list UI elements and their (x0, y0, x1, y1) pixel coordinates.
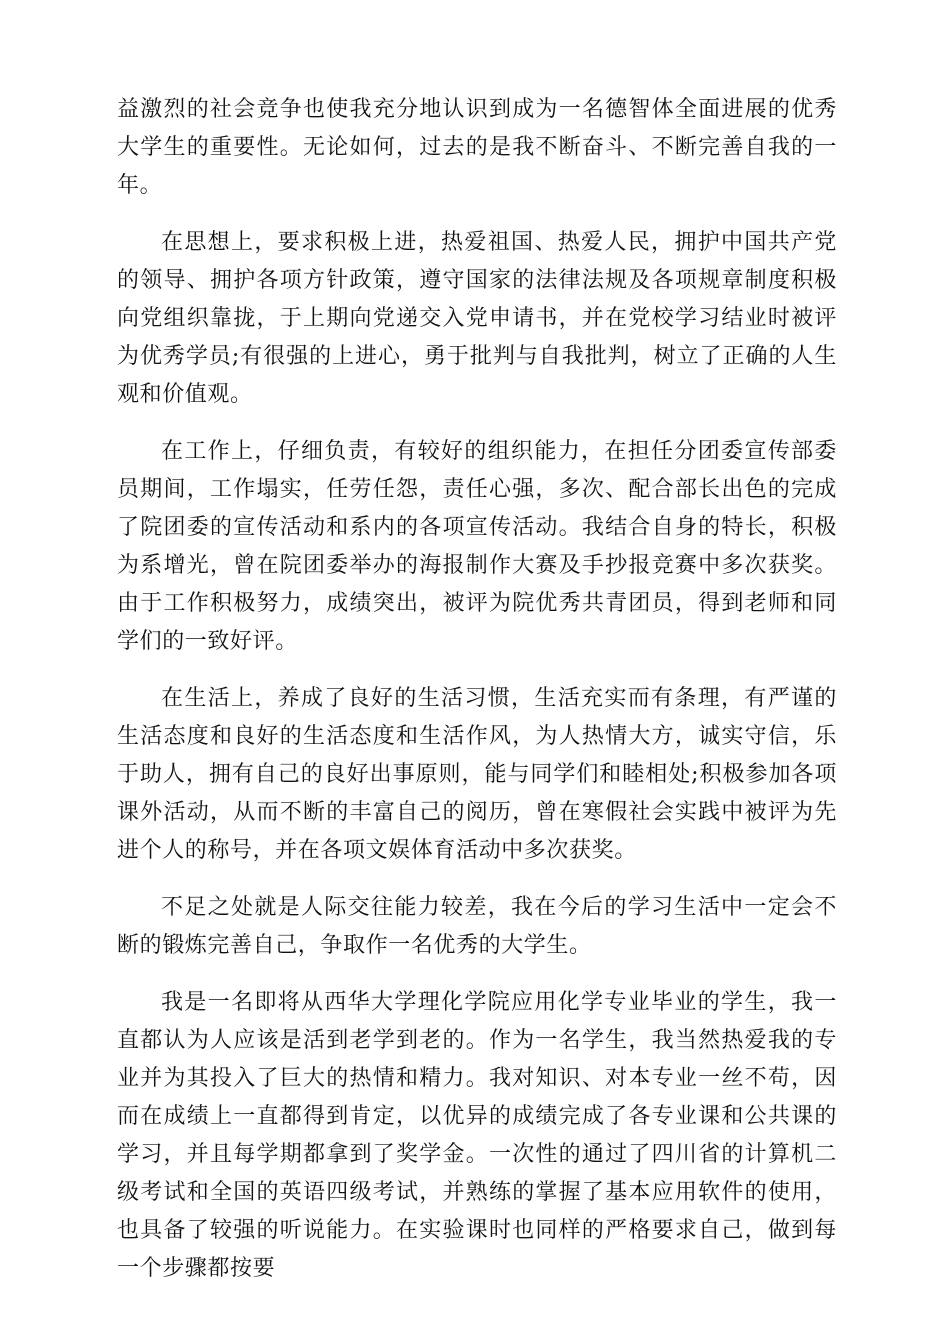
paragraph-ideology: 在思想上，要求积极上进，热爱祖国、热爱人民，拥护中国共产党的领导、拥护各项方针政策，遵守国家的法律法规及各项规章制度积极向党组织靠拢，于上期向党递交入党申请书，并在党校学习结业时被评为优秀学员;有很强的上进心，勇于批判与自我批判，树立了正确的人生观和价值观。 (117, 230, 837, 407)
document-body (117, 91, 837, 1307)
paragraph-study: 我是一名即将从西华大学理化学院应用化学专业毕业的学生，我一直都认为人应该是活到老学到老的。作为一名学生，我当然热爱我的专业并为其投入了巨大的热情和精力。我对知识、对本专业一丝不苟，因而在成绩上一直都得到肯定，以优异的成绩完成了各专业课和公共课的学习，并且每学期都拿到了奖学金。一次性的通过了四川省的计算机二级考试和全国的英语四级考试，并熟练的掌握了基本应用软件的使用，也具备了较强的听说能力。在实验课时也同样的严格要求自己，做到每一个步骤都按要 (117, 990, 837, 1281)
paragraph-work: 在工作上，仔细负责，有较好的组织能力，在担任分团委宣传部委员期间，工作塌实，任劳任怨，责任心强，多次、配合部长出色的完成了院团委的宣传活动和系内的各项宣传活动。我结合自身的特长，积极为系增光，曾在院团委举办的海报制作大赛及手抄报竞赛中多次获奖。由于工作积极努力，成绩突出，被评为院优秀共青团员，得到老师和同学们的一致好评。 (117, 439, 837, 654)
paragraph-continuation: 益激烈的社会竞争也使我充分地认识到成为一名德智体全面进展的优秀大学生的重要性。无论如何，过去的是我不断奋斗、不断完善自我的一年。 (117, 97, 837, 198)
paragraph-shortcomings: 不足之处就是人际交往能力较差，我在今后的学习生活中一定会不断的锻炼完善自己，争取作一名优秀的大学生。 (117, 895, 837, 958)
paragraph-life: 在生活上，养成了良好的生活习惯，生活充实而有条理，有严谨的生活态度和良好的生活态度和生活作风，为人热情大方，诚实守信，乐于助人，拥有自己的良好出事原则，能与同学们和睦相处;积极参加各项课外活动，从而不断的丰富自己的阅历，曾在寒假社会实践中被评为先进个人的称号，并在各项文娱体育活动中多次获奖。 (117, 686, 837, 863)
